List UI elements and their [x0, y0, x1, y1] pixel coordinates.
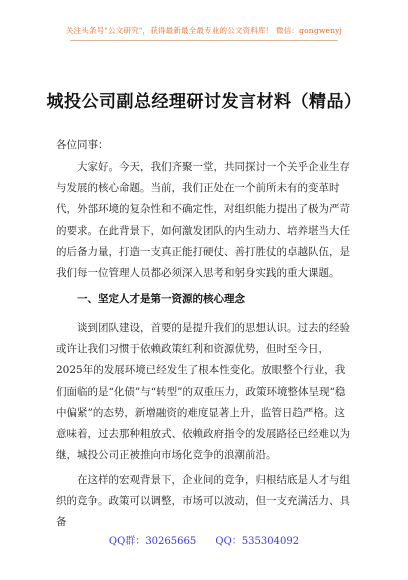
paragraph-section-1-cont: 在这样的宏观背景下，企业间的竞争，归根结底是人才与组织的竞争。政策可以调整，市场可以波动，但一支充满活力、具备: [56, 474, 350, 529]
header-banner: 关注头条号"公文研究"，获得最新最全最专业的公文资料库！ 微信：gongwenyj: [65, 26, 343, 35]
section-heading-1: 一、坚定人才是第一资源的核心理念: [77, 293, 245, 305]
footer-contact: [0, 532, 408, 547]
salutation: 各位同事：: [56, 139, 109, 151]
header-divider: [70, 40, 338, 41]
footer-qq: QQ：535304092: [215, 536, 300, 547]
footer-qq-group: QQ群：30265665: [108, 536, 197, 547]
paragraph-intro: 大家好。今天，我们齐聚一堂，共同探讨一个关乎企业生存与发展的核心命题。当前，我们正处在一个前所未有的变革时代，外部环境的复杂性和不确定性，对组织能力提出了极为严苛的要求。在此背景下，如何激发团队的内生动力、培养堪当大任的后备力量，打造一支真正能打硬仗、善打胜仗的卓越队伍，是我们每一位管理人员都必须深入思考和躬身实践的重大课题。: [56, 161, 350, 280]
document-title: 城投公司副总经理研讨发言材料（精品）: [46, 92, 362, 112]
paragraph-section-1: 谈到团队建设，首要的是提升我们的思想认识。过去的经验或许让我们习惯于依赖政策红利和资源优势，但时至今日，2025年的发展环境已经发生了根本性变化。放眼整个行业，我们面临的是“化债”与“转型”的双重压力，政策环境整体呈现“稳中偏紧”的态势，新增融资的难度显著上升，监管日趋严格。这意味着，过去那种粗放式、依赖政府指令的发展路径已经难以为继，城投公司正被推向市场化竞争的浪潮前沿。: [56, 322, 350, 462]
